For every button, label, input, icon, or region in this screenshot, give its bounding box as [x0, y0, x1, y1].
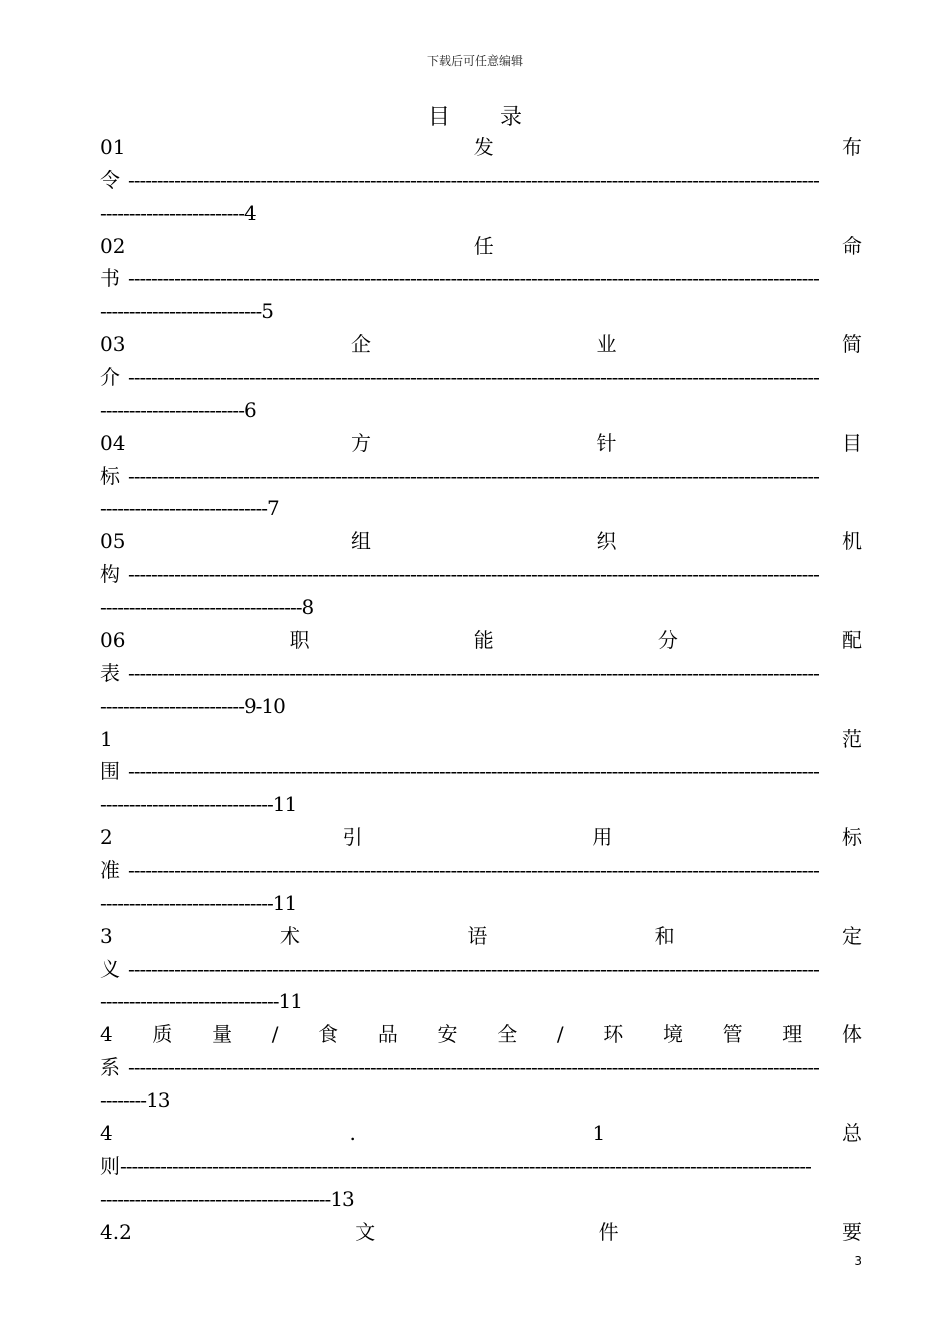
toc-leader-line — [100, 558, 862, 591]
toc-heading-token: 理 — [782, 1022, 803, 1047]
toc-heading-token: 文 — [355, 1219, 376, 1244]
toc-heading-token: 标 — [841, 825, 862, 850]
toc-heading-last-char: 标 — [100, 463, 120, 488]
toc-heading-token: 目 — [842, 430, 862, 455]
toc-page-line — [100, 492, 862, 525]
toc-heading-token: 职 — [289, 627, 310, 652]
toc-page-line — [100, 1183, 862, 1216]
toc-entry[interactable] — [100, 723, 862, 822]
toc-title-char-2: 录 — [500, 105, 523, 130]
toc-heading-token: 体 — [841, 1022, 862, 1047]
toc-leader-dashes: ------------------------- — [100, 200, 244, 225]
toc-heading-last-char: 围 — [100, 759, 120, 784]
toc-heading-token: 定 — [841, 923, 862, 948]
toc-heading-token: 1 — [100, 726, 113, 751]
toc-heading-token: 术 — [280, 923, 301, 948]
toc-heading-token: 02 — [100, 233, 126, 258]
toc-leader-dashes: ------------------------------------------------------------------------------------------------------------------------ — [128, 1055, 819, 1080]
toc-leader-line — [100, 755, 862, 788]
toc-page-ref: 7 — [266, 496, 279, 521]
toc-heading-token: 分 — [657, 627, 678, 652]
toc-entry[interactable] — [100, 525, 862, 624]
toc-heading-token: 和 — [654, 923, 675, 948]
toc-leader-dashes: ------------------------------------------------------------------------------------------------------------------------ — [128, 857, 819, 882]
toc-leader-dashes: ------------------------------ — [100, 792, 273, 817]
toc-heading-token: 05 — [100, 529, 126, 554]
toc-page-ref: 9-10 — [243, 693, 285, 718]
toc-leader-dashes: ---------------------------------------- — [100, 1186, 331, 1211]
toc-entry-heading — [100, 821, 862, 854]
toc-heading-token: 环 — [603, 1022, 624, 1047]
toc-page-line — [100, 591, 862, 624]
toc-leader-line — [100, 1150, 862, 1183]
toc-leader-dashes: ----------------------------------- — [100, 594, 302, 619]
toc-entry-heading — [100, 723, 862, 756]
toc-heading-last-char: 介 — [100, 364, 120, 389]
toc-leader-line — [100, 460, 862, 493]
toc-heading-token: 方 — [350, 430, 371, 455]
toc-heading-token: . — [349, 1120, 356, 1145]
toc-leader-line — [100, 262, 862, 295]
toc-leader-dashes: ------------------------------------------------------------------------------------------------------------------------ — [128, 266, 819, 291]
toc-entry[interactable] — [100, 1216, 862, 1315]
toc-page-line — [100, 1084, 862, 1117]
toc-heading-token: 04 — [100, 430, 126, 455]
toc-heading-last-char: 准 — [100, 857, 120, 882]
toc-title-char-1: 目 — [427, 105, 450, 130]
toc-heading-token: 总 — [841, 1120, 862, 1145]
page-number: 3 — [854, 1254, 862, 1268]
toc-entry[interactable] — [100, 920, 862, 1019]
toc-heading-token: 1 — [592, 1120, 606, 1145]
toc-page-line — [100, 985, 862, 1018]
toc-heading-token: 境 — [662, 1022, 683, 1047]
toc-heading-token: 命 — [841, 233, 862, 258]
toc-heading-token: 品 — [377, 1022, 398, 1047]
toc-entry-heading — [100, 328, 862, 361]
toc-page-ref: 4 — [243, 200, 256, 225]
toc-heading-last-char: 则 — [100, 1153, 120, 1178]
toc-heading-token: 食 — [318, 1022, 339, 1047]
toc-heading-token: / — [556, 1022, 564, 1047]
toc-page-line — [100, 788, 862, 821]
toc-heading-token: 企 — [350, 332, 371, 357]
toc-heading-token: 4 — [100, 1120, 113, 1145]
toc-entry[interactable] — [100, 821, 862, 920]
toc-heading-last-char: 书 — [100, 266, 120, 291]
toc-leader-dashes: ------------------------------------------------------------------------------------------------------------------------ — [128, 364, 819, 389]
toc-page-ref: 13 — [330, 1186, 354, 1211]
toc-page-line — [100, 690, 862, 723]
toc-page-ref: 5 — [261, 299, 273, 324]
toc-leader-dashes: ------------------------------------------------------------------------------------------------------------------------ — [128, 759, 819, 784]
toc-heading-token: 织 — [596, 529, 617, 554]
toc-entry-heading — [100, 920, 862, 953]
toc-entry[interactable] — [100, 1117, 862, 1216]
toc-page-line — [100, 394, 862, 427]
toc-page-line — [100, 887, 862, 920]
toc-heading-last-char: 令 — [100, 167, 120, 192]
toc-entry[interactable] — [100, 131, 862, 230]
toc-page-ref: 11 — [278, 989, 302, 1014]
toc-entry[interactable] — [100, 624, 862, 723]
toc-leader-dashes: ------------------------- — [100, 397, 244, 422]
toc-leader-line — [100, 164, 862, 197]
toc-heading-last-char: 义 — [100, 956, 120, 981]
toc-heading-token: 布 — [841, 135, 862, 159]
toc-entry-heading — [100, 1117, 862, 1150]
toc-heading-token: 能 — [473, 627, 494, 652]
toc-heading-last-char: 系 — [100, 1055, 120, 1080]
toc-heading-token: 简 — [842, 332, 862, 357]
toc-heading-token: 发 — [473, 135, 494, 159]
toc-entry[interactable] — [100, 328, 862, 427]
toc-entry-heading — [100, 525, 862, 558]
toc-heading-last-char: 构 — [100, 562, 120, 587]
toc-leader-line — [100, 1051, 862, 1084]
toc-heading-token: 语 — [467, 923, 488, 948]
toc-leader-dashes: ------------------------------------------------------------------------------------------------------------------------ — [120, 1153, 811, 1178]
toc-heading-token: 业 — [596, 332, 617, 357]
toc-heading-token: 质 — [152, 1022, 173, 1047]
toc-leader-dashes: ------------------------------- — [100, 989, 279, 1014]
toc-heading-token: 任 — [473, 233, 494, 258]
toc-leader-line — [100, 953, 862, 986]
toc-page-line — [100, 295, 862, 328]
toc-heading-token: 安 — [437, 1022, 458, 1047]
toc-leader-dashes: ------------------------------------------------------------------------------------------------------------------------ — [128, 660, 819, 685]
toc-leader-dashes: ------------------------- — [100, 693, 244, 718]
toc-heading-token: 4 — [100, 1022, 113, 1047]
toc-leader-dashes: ------------------------------------------------------------------------------------------------------------------------ — [128, 562, 819, 587]
toc-heading-token: 针 — [596, 430, 617, 455]
toc-heading-token: 配 — [841, 627, 862, 652]
toc-entry-heading — [100, 1216, 862, 1249]
toc-leader-dashes: ------------------------------------------------------------------------------------------------------------------------ — [128, 956, 819, 981]
toc-leader-dashes: ----------------------------- — [100, 496, 267, 521]
toc-entry[interactable] — [100, 1018, 862, 1117]
toc-heading-token: 用 — [592, 825, 613, 850]
toc-page-ref: 13 — [146, 1087, 170, 1112]
toc-page-line — [100, 197, 862, 230]
toc-heading-token: / — [271, 1022, 279, 1047]
table-of-contents — [100, 131, 862, 1314]
toc-leader-dashes: ------------------------------------------------------------------------------------------------------------------------ — [128, 167, 819, 192]
toc-leader-dashes: ------------------------------ — [100, 890, 273, 915]
toc-entry-heading — [100, 131, 862, 164]
toc-title — [0, 100, 950, 131]
toc-heading-token: 3 — [100, 923, 113, 948]
toc-entry-heading — [100, 230, 862, 263]
toc-heading-token: 组 — [350, 529, 371, 554]
toc-leader-line — [100, 361, 862, 394]
toc-heading-token: 机 — [842, 529, 862, 554]
toc-heading-token: 引 — [342, 825, 363, 850]
toc-page-ref: 6 — [243, 397, 256, 422]
toc-heading-last-char: 表 — [100, 660, 120, 685]
toc-heading-token: 4.2 — [100, 1219, 132, 1244]
toc-leader-line — [100, 854, 862, 887]
toc-leader-dashes: ------------------------------------------------------------------------------------------------------------------------ — [128, 463, 819, 488]
toc-entry-heading — [100, 1018, 862, 1051]
page-header: 下载后可任意编辑 — [426, 54, 523, 68]
toc-heading-token: 全 — [497, 1022, 518, 1047]
toc-heading-token: 管 — [722, 1022, 743, 1047]
toc-heading-token: 06 — [100, 627, 126, 652]
toc-heading-token: 要 — [841, 1219, 862, 1244]
toc-heading-token: 01 — [100, 135, 126, 159]
toc-page-ref: 8 — [301, 594, 314, 619]
toc-heading-token: 范 — [842, 726, 862, 751]
toc-entry[interactable] — [100, 230, 862, 329]
toc-leader-line — [100, 657, 862, 690]
toc-heading-token: 件 — [598, 1219, 619, 1244]
toc-entry-heading — [100, 427, 862, 460]
toc-heading-token: 2 — [100, 825, 113, 850]
toc-entry[interactable] — [100, 427, 862, 526]
toc-heading-token: 量 — [212, 1022, 233, 1047]
toc-leader-dashes: ---------------------------- — [100, 299, 262, 324]
toc-entry-heading — [100, 624, 862, 657]
toc-page-ref: 11 — [272, 890, 297, 915]
toc-leader-dashes: -------- — [100, 1087, 147, 1112]
toc-heading-token: 03 — [100, 332, 126, 357]
toc-page-ref: 11 — [272, 792, 297, 817]
